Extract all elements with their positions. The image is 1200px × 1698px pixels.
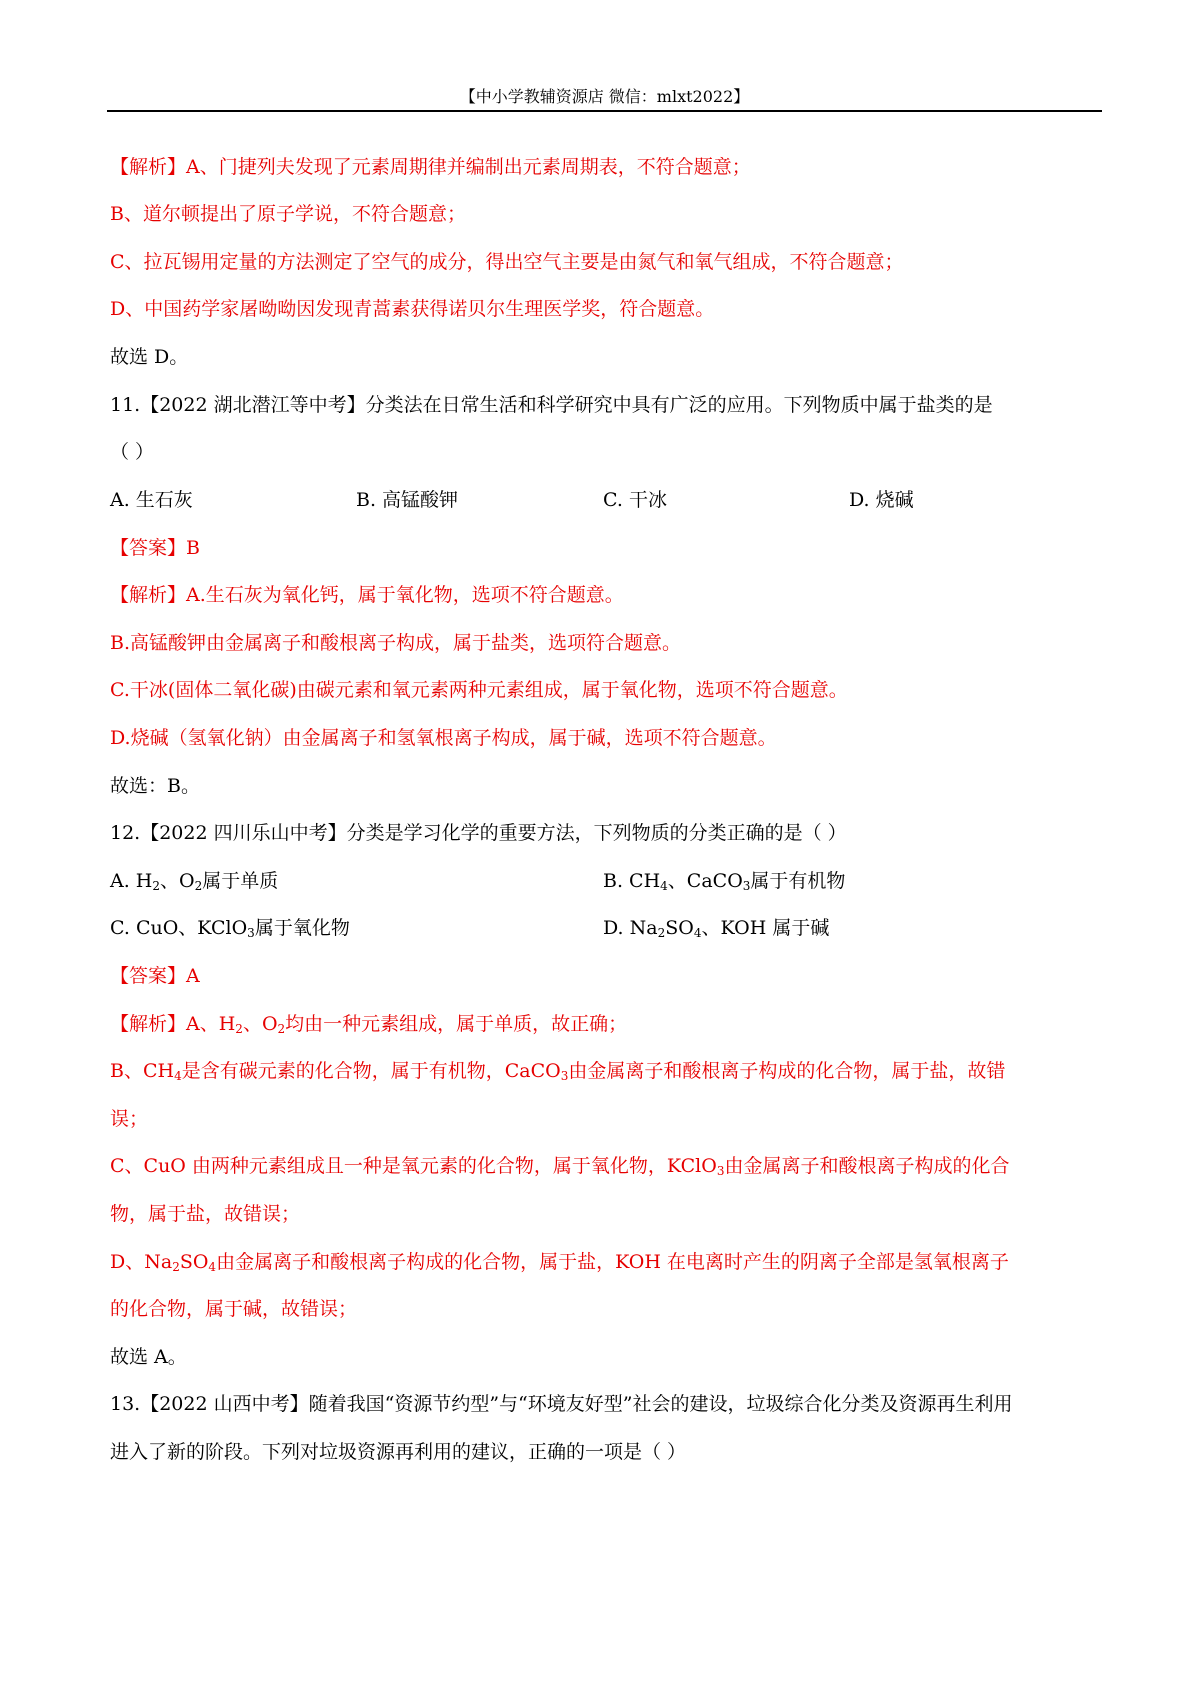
q12-option-b: B. $CH_4$、CaCO$_3$属于有机物: [603, 870, 846, 893]
q12-explain-c: C、CuO 由两种元素组成且一种是氧元素的化合物，属于氧化物，KClO$_3$由金属离子和酸根离子构成的化合: [110, 1155, 1010, 1178]
q12-option-c: C. CuO、KClO$_3$属于氧化物: [110, 917, 350, 940]
page-header: 【中小学教辅资源店 微信：mlxt2022】: [459, 87, 750, 106]
q10-explain-c: C、拉瓦锡用定量的方法测定了空气的成分，得出空气主要是由氮气和氧气组成，不符合题意；: [110, 251, 904, 273]
q11-explain-a: 【解析】A.生石灰为氧化钙，属于氧化物，选项不符合题意。: [110, 584, 624, 606]
q10-explain-b: B、道尔顿提出了原子学说，不符合题意；: [110, 203, 466, 225]
q11-option-b: B. 高锰酸钾: [356, 489, 459, 511]
q11-stem-line2: （ ）: [110, 441, 155, 463]
q11-option-c: C. 干冰: [603, 489, 667, 511]
q10-explain-d: D、中国药学家屠呦呦因发现青蒿素获得诺贝尔生理医学奖，符合题意。: [110, 298, 715, 320]
q12-option-a: A. $H_2$、$O_2$属于单质: [110, 870, 279, 893]
q11-option-d: D. 烧碱: [849, 489, 914, 511]
q12-choice: 故选 A。: [110, 1346, 187, 1368]
q12-stem: 12.【2022 四川乐山中考】分类是学习化学的重要方法，下列物质的分类正确的是（ ）: [110, 822, 847, 844]
q10-choice: 故选 D。: [110, 346, 189, 368]
q11-answer: 【答案】B: [110, 537, 200, 559]
q11-explain-c: C.干冰(固体二氧化碳)由碳元素和氧元素两种元素组成，属于氧化物，选项不符合题意。: [110, 679, 848, 701]
q12-explain-d: D、$Na_2SO_4$由金属离子和酸根离子构成的化合物，属于盐，KOH 在电离时产生的阴离子全部是氢氧根离子: [110, 1251, 1009, 1274]
q12-explain-b: B、$CH_4$是含有碳元素的化合物，属于有机物，CaCO$_3$由金属离子和酸根离子构成的化合物，属于盐，故错: [110, 1060, 1006, 1083]
q12-answer: 【答案】A: [110, 965, 200, 987]
q12-option-d: D. $Na_2SO_4$、KOH 属于碱: [603, 917, 830, 940]
q11-explain-d: D.烧碱（氢氧化钠）由金属离子和氢氧根离子构成，属于碱，选项不符合题意。: [110, 727, 777, 749]
q11-choice: 故选：B。: [110, 775, 200, 797]
q12-explain-b-cont: 误；: [110, 1108, 149, 1130]
q10-explain-a: 【解析】A、门捷列夫发现了元素周期律并编制出元素周期表，不符合题意；: [110, 156, 751, 178]
q12-explain-d-cont: 的化合物，属于碱，故错误；: [110, 1298, 358, 1320]
q13-stem-line2: 进入了新的阶段。下列对垃圾资源再利用的建议，正确的一项是（ ）: [110, 1441, 687, 1463]
q11-option-a: A. 生石灰: [110, 489, 193, 511]
q13-stem-line1: 13.【2022 山西中考】随着我国“资源节约型”与“环境友好型”社会的建设，垃圾综合化分类及资源再生利用: [110, 1393, 1013, 1415]
q12-explain-a: 【解析】A、$H_2$、$O_2$均由一种元素组成，属于单质，故正确；: [110, 1013, 628, 1036]
q12-explain-c-cont: 物，属于盐，故错误；: [110, 1203, 301, 1225]
q11-stem-line1: 11.【2022 湖北潜江等中考】分类法在日常生活和科学研究中具有广泛的应用。下列物质中属于盐类的是: [110, 394, 993, 416]
q11-explain-b: B.高锰酸钾由金属离子和酸根离子构成，属于盐类，选项符合题意。: [110, 632, 682, 654]
header-divider: [107, 110, 1102, 112]
